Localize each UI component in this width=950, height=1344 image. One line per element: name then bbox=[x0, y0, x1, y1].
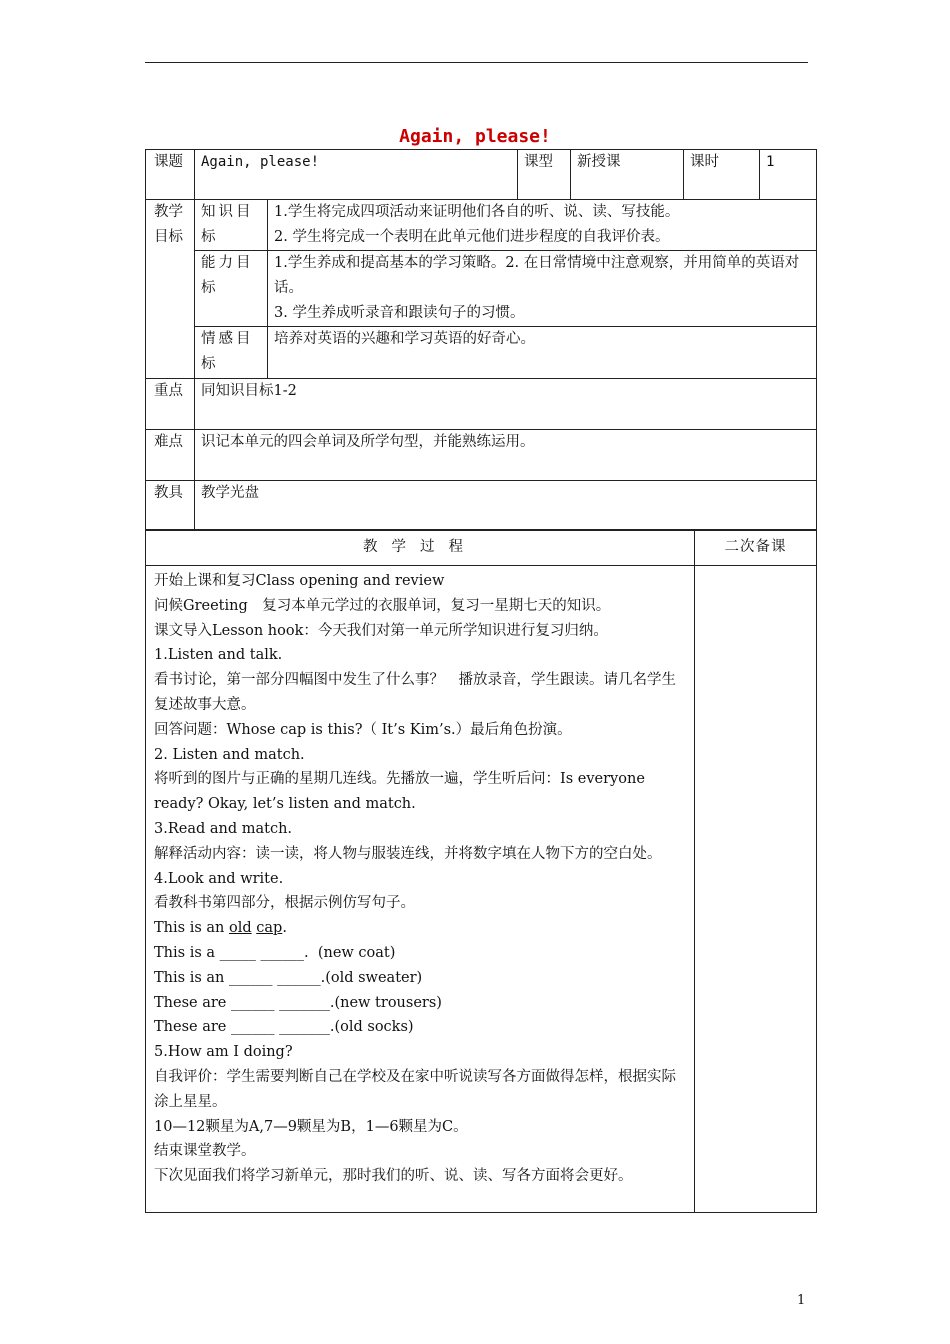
ability-goals bbox=[268, 251, 817, 327]
emotion-goal: 培养对英语的兴趣和学习英语的好奇心。 bbox=[268, 327, 817, 379]
process-line: 4.Look and write. bbox=[154, 870, 284, 887]
notes-column bbox=[695, 566, 817, 1213]
knowledge-label: 知识目标 bbox=[195, 200, 268, 251]
process-line: 将听到的图片与正确的星期几连线。先播放一遍，学生听后问：Is everyone ready? Okay, let’s listen and match. bbox=[154, 771, 645, 813]
example-word-old: old bbox=[228, 920, 252, 937]
process-line: 看教科书第四部分，根据示例仿写句子。 bbox=[154, 895, 415, 912]
process-line: 结束课堂教学。 bbox=[154, 1143, 256, 1160]
exercise-line: This is an ______ ______.(old sweater) bbox=[154, 969, 423, 986]
type-label: 课型 bbox=[518, 150, 571, 200]
process-line: 看书讨论，第一部分四幅图中发生了什么事？ 播放录音，学生跟读。请几名学生复述故事大意。 bbox=[154, 672, 676, 713]
difficulty-label: 难点 bbox=[146, 430, 195, 481]
emotion-label: 情感目标 bbox=[195, 327, 268, 379]
process-header: 教学过程 bbox=[146, 530, 695, 566]
process-line: 5.How am I doing? bbox=[154, 1044, 293, 1061]
hours-label: 课时 bbox=[684, 150, 760, 200]
process-line: 课文导入Lesson hook：今天我们对第一单元所学知识进行复习归纳。 bbox=[154, 622, 608, 639]
example-sentence bbox=[154, 916, 686, 941]
process-line: 2. Listen and match. bbox=[154, 746, 305, 763]
document-title: Again, please! bbox=[399, 126, 551, 147]
page-number: 1 bbox=[797, 1293, 806, 1308]
ability-goal-1: 1.学生养成和提高基本的学习策略。2. 在日常情境中注意观察，并用简单的英语对话。 bbox=[274, 255, 800, 296]
process-content bbox=[146, 566, 695, 1213]
process-line: 1.Listen and talk. bbox=[154, 647, 283, 664]
knowledge-goal-2: 2. 学生将完成一个表明在此单元他们进步程度的自我评价表。 bbox=[274, 229, 670, 245]
process-line: 问候Greeting 复习本单元学过的衣服单词，复习一星期七天的知识。 bbox=[154, 597, 611, 614]
hours-value: 1 bbox=[760, 150, 817, 200]
ability-goal-2: 3. 学生养成听录音和跟读句子的习惯。 bbox=[274, 305, 525, 321]
key-label: 重点 bbox=[146, 379, 195, 430]
process-line: 10—12颗星为A,7—9颗星为B，1—6颗星为C。 bbox=[154, 1118, 468, 1135]
aids-label: 教具 bbox=[146, 481, 195, 531]
header-rule bbox=[145, 62, 808, 63]
aids-text: 教学光盘 bbox=[195, 481, 817, 531]
topic-label: 课题 bbox=[146, 150, 195, 200]
difficulty-text: 识记本单元的四会单词及所学句型，并能熟练运用。 bbox=[195, 430, 817, 481]
key-text: 同知识目标1-2 bbox=[195, 379, 817, 430]
process-line: 回答问题：Whose cap is this?（ It’s Kim’s.）最后角色扮演。 bbox=[154, 721, 572, 738]
process-line: 解释活动内容：读一读，将人物与服装连线，并将数字填在人物下方的空白处。 bbox=[154, 845, 662, 862]
process-line: 开始上课和复习Class opening and review bbox=[154, 573, 445, 589]
example-suffix: . bbox=[282, 920, 287, 937]
knowledge-goal-1: 1.学生将完成四项活动来证明他们各自的听、说、读、写技能。 bbox=[274, 204, 680, 220]
process-table bbox=[145, 529, 817, 1213]
process-line: 3.Read and match. bbox=[154, 820, 293, 837]
exercise-line: These are ______ _______.(old socks) bbox=[154, 1019, 414, 1036]
notes-header: 二次备课 bbox=[695, 530, 817, 566]
goals-label: 教学目标 bbox=[146, 200, 195, 379]
lesson-info-table bbox=[145, 149, 817, 531]
example-word-cap: cap bbox=[256, 920, 283, 937]
process-line: 下次见面我们将学习新单元，那时我们的听、说、读、写各方面将会更好。 bbox=[154, 1168, 633, 1185]
example-prefix: This is an bbox=[154, 920, 229, 937]
topic-value: Again, please! bbox=[195, 150, 518, 200]
exercise-line: This is a _____ ______. (new coat) bbox=[154, 944, 396, 961]
exercise-line: These are ______ _______.(new trousers) bbox=[154, 994, 442, 1011]
process-line: 自我评价：学生需要判断自己在学校及在家中听说读写各方面做得怎样，根据实际涂上星星。 bbox=[154, 1068, 676, 1110]
ability-label: 能力目标 bbox=[195, 251, 268, 327]
knowledge-goals bbox=[268, 200, 817, 251]
type-value: 新授课 bbox=[571, 150, 684, 200]
